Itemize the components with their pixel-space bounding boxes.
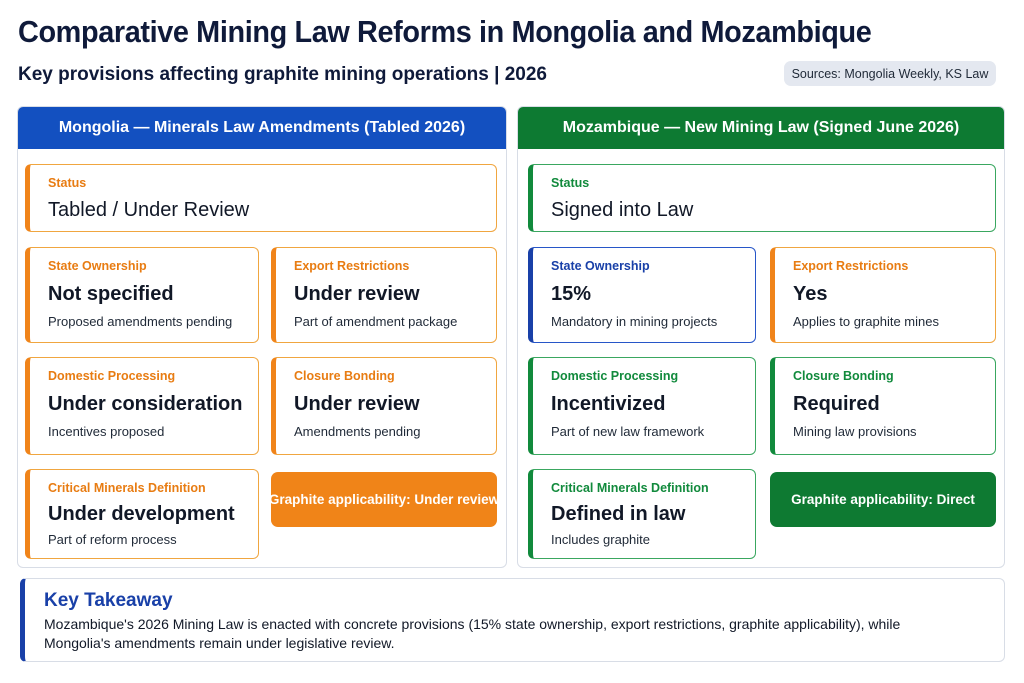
mongolia-export-restrictions-label: Export Restrictions bbox=[294, 259, 410, 273]
mozambique-status-label: Status bbox=[551, 176, 590, 190]
mongolia-critical-minerals-note: Part of reform process bbox=[48, 532, 177, 547]
mongolia-domestic-processing-note: Incentives proposed bbox=[48, 424, 165, 439]
mozambique-critical-minerals-card bbox=[528, 469, 756, 559]
mozambique-state-ownership-card bbox=[528, 247, 756, 343]
page-title: Comparative Mining Law Reforms in Mongolia and Mozambique bbox=[18, 14, 872, 49]
mongolia-closure-bonding-note: Amendments pending bbox=[294, 424, 421, 439]
mozambique-closure-bonding-card bbox=[770, 357, 996, 455]
mongolia-state-ownership-card bbox=[25, 247, 259, 343]
mongolia-export-restrictions-note: Part of amendment package bbox=[294, 314, 458, 329]
key-takeaway-text: Mozambique's 2026 Mining Law is enacted with concrete provisions (15% state ownership, export restrictions, graphite applicability), while Mongolia's amendments remain under legislative review. bbox=[44, 616, 901, 651]
mozambique-state-ownership-note: Mandatory in mining projects bbox=[551, 314, 718, 329]
key-takeaway-title: Key Takeaway bbox=[44, 590, 173, 611]
mongolia-status-value: Tabled / Under Review bbox=[48, 199, 250, 221]
mozambique-closure-bonding-note: Mining law provisions bbox=[793, 424, 917, 439]
mozambique-graphite-applicability-badge: Graphite applicability: Direct bbox=[770, 472, 996, 527]
mongolia-panel bbox=[17, 106, 507, 568]
mozambique-export-restrictions-label: Export Restrictions bbox=[793, 259, 909, 273]
mongolia-closure-bonding-card bbox=[271, 357, 497, 455]
mongolia-state-ownership-value: Not specified bbox=[48, 283, 174, 305]
mozambique-panel-heading: Mozambique — New Mining Law (Signed June 2026) bbox=[518, 107, 1004, 149]
mozambique-panel bbox=[517, 106, 1005, 568]
mozambique-export-restrictions-note: Applies to graphite mines bbox=[793, 314, 939, 329]
mongolia-panel-heading: Mongolia — Minerals Law Amendments (Tabled 2026) bbox=[18, 107, 506, 149]
mozambique-state-ownership-label: State Ownership bbox=[551, 259, 650, 273]
mozambique-export-restrictions-value: Yes bbox=[793, 283, 828, 305]
mozambique-export-restrictions-card bbox=[770, 247, 996, 343]
mozambique-status-value: Signed into Law bbox=[551, 199, 694, 221]
sources-badge: Sources: Mongolia Weekly, KS Law bbox=[784, 61, 996, 86]
mongolia-critical-minerals-label: Critical Minerals Definition bbox=[48, 481, 206, 495]
mongolia-status-label: Status bbox=[48, 176, 87, 190]
mongolia-domestic-processing-card bbox=[25, 357, 259, 455]
mongolia-state-ownership-label: State Ownership bbox=[48, 259, 147, 273]
mongolia-status-card bbox=[25, 164, 497, 232]
mozambique-state-ownership-value: 15% bbox=[551, 283, 592, 305]
mozambique-critical-minerals-note: Includes graphite bbox=[551, 532, 651, 547]
mongolia-graphite-applicability-badge: Graphite applicability: Under review bbox=[271, 472, 497, 527]
page-subtitle: Key provisions affecting graphite mining operations | 2026 bbox=[18, 64, 547, 85]
mongolia-critical-minerals-value: Under development bbox=[48, 503, 235, 525]
mozambique-closure-bonding-label: Closure Bonding bbox=[793, 369, 894, 383]
key-takeaway-box bbox=[20, 578, 1005, 662]
mongolia-export-restrictions-value: Under review bbox=[294, 283, 420, 305]
mozambique-domestic-processing-card bbox=[528, 357, 756, 455]
mongolia-critical-minerals-card bbox=[25, 469, 259, 559]
mozambique-domestic-processing-value: Incentivized bbox=[551, 393, 666, 415]
mongolia-export-restrictions-card bbox=[271, 247, 497, 343]
mongolia-closure-bonding-label: Closure Bonding bbox=[294, 369, 395, 383]
mongolia-domestic-processing-value: Under consideration bbox=[48, 393, 243, 415]
mozambique-domestic-processing-label: Domestic Processing bbox=[551, 369, 679, 383]
mozambique-critical-minerals-label: Critical Minerals Definition bbox=[551, 481, 709, 495]
mongolia-closure-bonding-value: Under review bbox=[294, 393, 420, 415]
mongolia-domestic-processing-label: Domestic Processing bbox=[48, 369, 176, 383]
mozambique-critical-minerals-value: Defined in law bbox=[551, 503, 686, 525]
mozambique-closure-bonding-value: Required bbox=[793, 393, 880, 415]
mozambique-domestic-processing-note: Part of new law framework bbox=[551, 424, 705, 439]
mozambique-status-card bbox=[528, 164, 996, 232]
mongolia-state-ownership-note: Proposed amendments pending bbox=[48, 314, 233, 329]
